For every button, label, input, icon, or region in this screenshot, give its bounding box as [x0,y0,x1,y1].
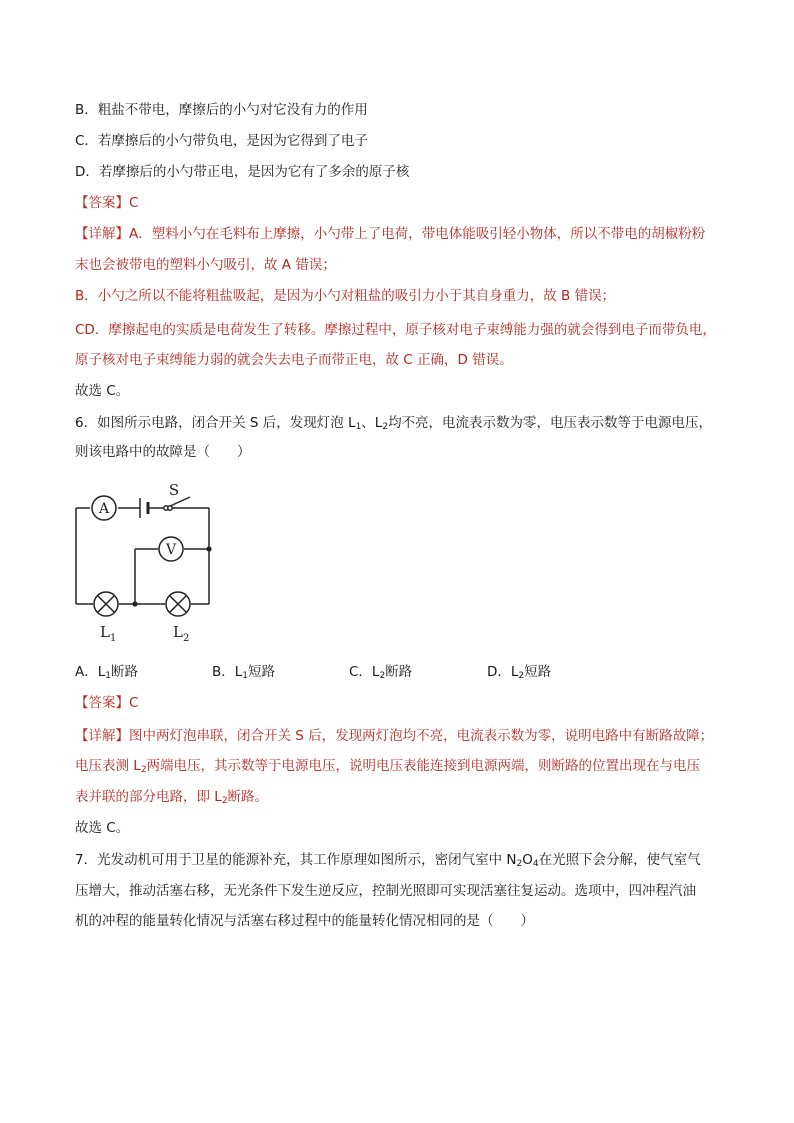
ammeter-label: A [98,501,110,517]
lamp-l2-icon [166,592,190,616]
lamp-l1-label: $L_1$ [100,623,117,644]
q5-answer [75,193,725,213]
q5-option-b: B．粗盐不带电，摩擦后的小勺对它没有力的作用 [75,102,368,118]
q5-detail-line2: 末也会被带电的塑料小勺吸引，故 A 错误； [75,257,336,273]
q5-detail-line4: CD．摩擦起电的实质是电荷发生了转移。摩擦过程中，原子核对电子束缚能力强的就会得到电子而带负电， [75,322,716,338]
answer-value: C [129,695,139,711]
q6-answer [75,693,725,713]
detail-text: A．塑料小勺在毛料布上摩擦，小勺带上了电荷，带电体能吸引轻小物体，所以不带电的胡椒粉粉 [129,226,706,242]
junction-dot [132,601,137,606]
q5-option-c: C．若摩擦后的小勺带负电，是因为它得到了电子 [75,133,368,149]
q6-option-b: B．$L_1$短路 [212,664,276,681]
answer-tag: 【答案】 [75,195,129,211]
q6-option-d: D．$L_2$短路 [487,664,552,681]
lamp-l2-label: $L_2$ [173,623,190,644]
q6-detail-line3: 表并联的部分电路，即 $L_2$断路。 [75,789,269,806]
voltmeter-label: V [165,542,177,558]
q6-conclusion: 故选 C。 [75,820,130,836]
q6-question-line1: 6．如图所示电路，闭合开关 S 后，发现灯泡 $L_1$、$L_2$均不亮，电流表示数为零，电压表示数等于电源电压， [75,415,713,432]
detail-text: 图中两灯泡串联，闭合开关 S 后，发现两灯泡均不亮，电流表示数为零，说明电路中有断路故障； [129,728,714,744]
q7-line1: 7．光发动机可用于卫星的能源补充，其工作原理如图所示，密闭气室中 $N_2O_4$在光照下会分解，使气室气 [75,852,701,869]
q6-detail-line2: 电压表测 $L_2$两端电压，其示数等于电源电压，说明电压表能连接到电源两端，则断路的位置出现在与电压 [75,758,701,775]
q6-option-c: C．$L_2$断路 [349,664,413,681]
q7-line3: 机的冲程的能量转化情况与活塞右移过程中的能量转化情况相同的是（ ） [75,913,534,929]
q5-detail-line5: 原子核对电子束缚能力弱的就会失去电子而带正电，故 C 正确，D 错误。 [75,352,513,368]
detail-tag: 【详解】 [75,226,129,242]
answer-tag: 【答案】 [75,695,129,711]
q5-conclusion: 故选 C。 [75,383,130,399]
detail-tag: 【详解】 [75,728,129,744]
q6-question-line2: 则该电路中的故障是（ ） [75,444,251,460]
q5-option-d: D．若摩擦后的小勺带正电，是因为它有了多余的原子核 [75,164,410,180]
q5-detail-line1 [75,224,725,244]
q5-detail-line3: B．小勺之所以不能将粗盐吸起，是因为小勺对粗盐的吸引力小于其自身重力，故 B 错误； [75,288,616,304]
switch-label: S [168,481,180,499]
q6-detail-line1 [75,726,725,746]
lamp-l1-icon [94,592,118,616]
circuit-diagram [60,476,230,646]
junction-dot [206,546,211,551]
q6-option-a: A．$L_1$断路 [75,664,138,681]
answer-value: C [129,195,139,211]
q7-line2: 压增大，推动活塞右移，无光条件下发生逆反应，控制光照即可实现活塞往复运动。选项中，四冲程汽油 [75,883,696,899]
